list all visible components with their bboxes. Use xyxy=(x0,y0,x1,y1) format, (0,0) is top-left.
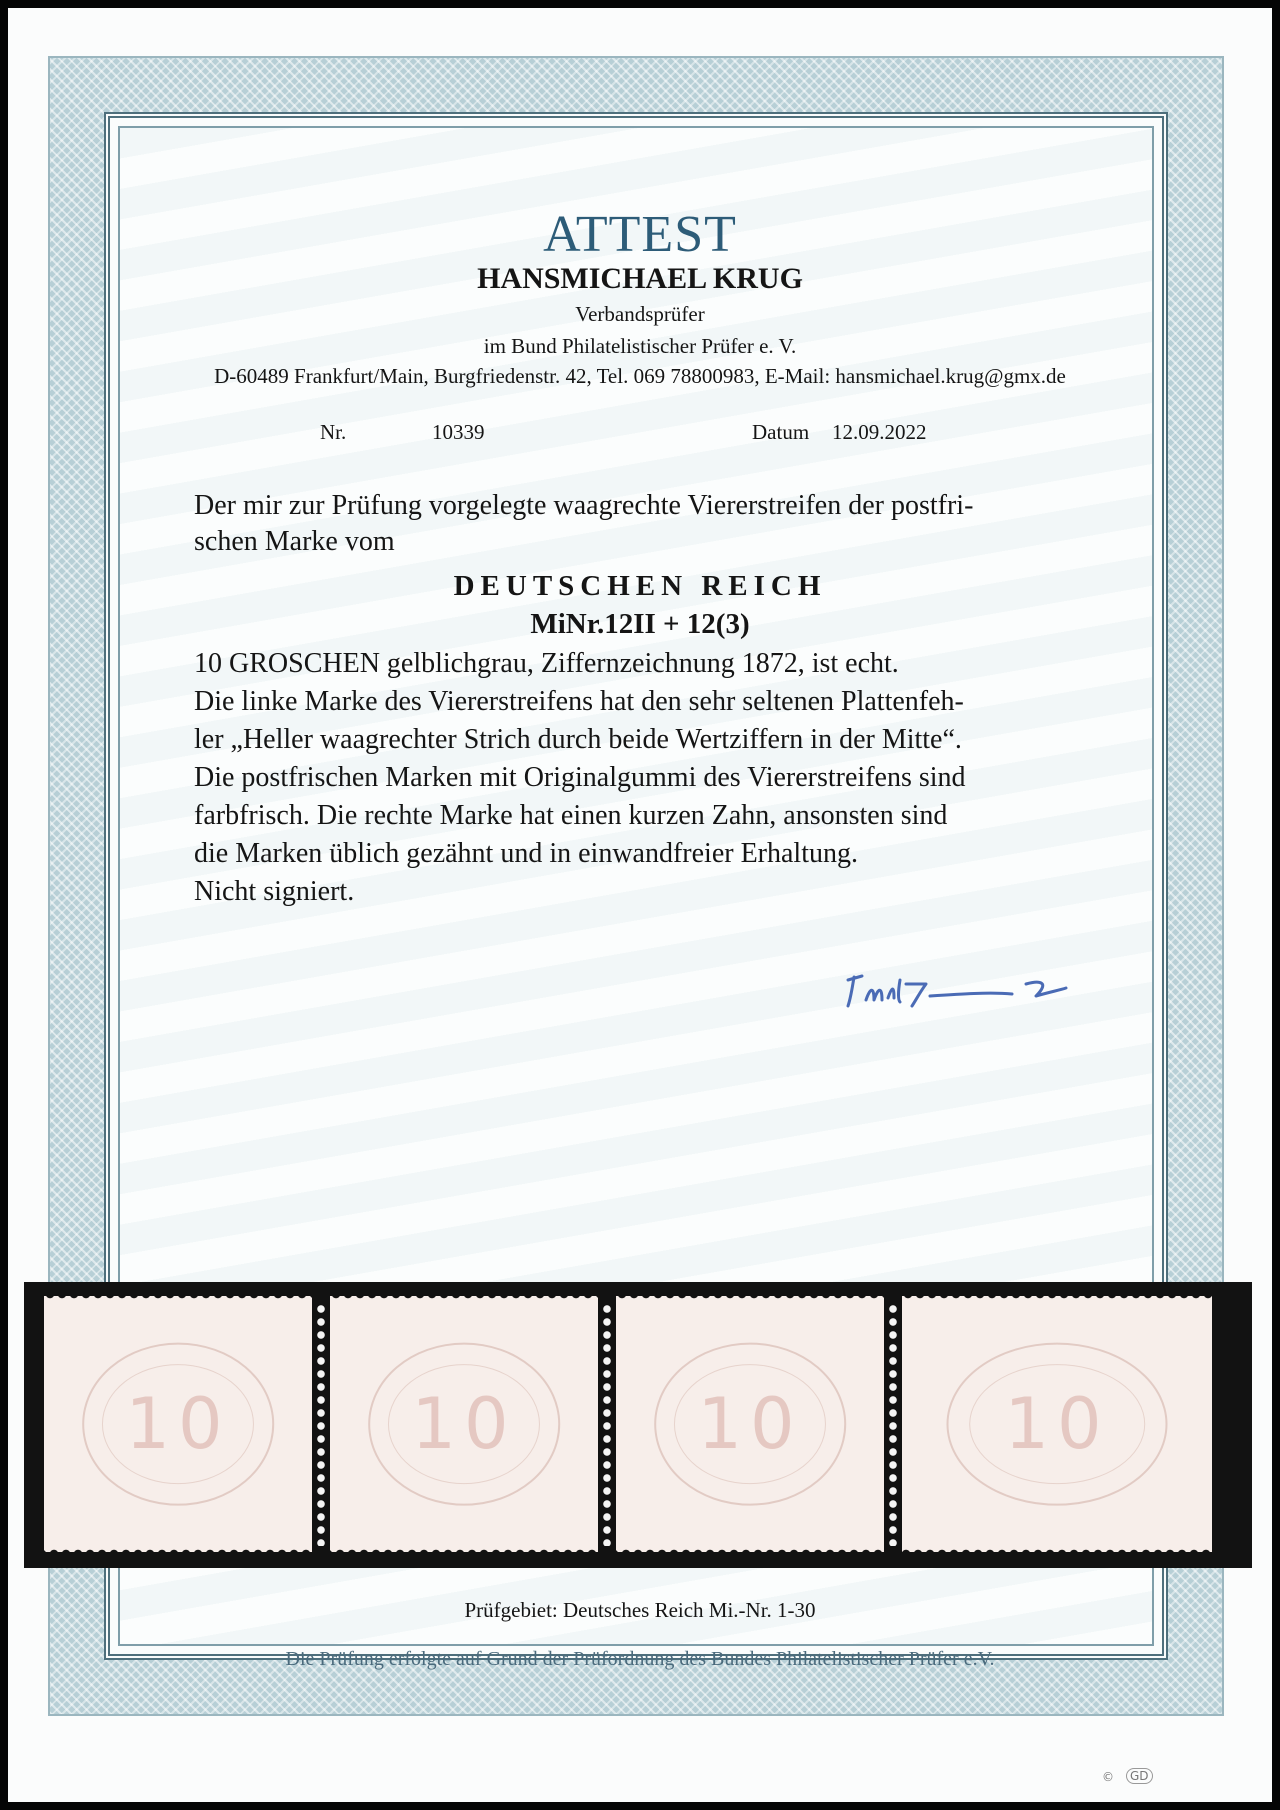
body-line: Die postfrischen Marken mit Originalgummi des Viererstreifens sind xyxy=(194,762,966,793)
perforation xyxy=(888,1304,898,1546)
copyright-icon: © xyxy=(1102,1770,1114,1784)
stamp-value: 10 xyxy=(697,1383,803,1465)
stamp-value: 10 xyxy=(1004,1383,1110,1465)
examination-regulation: Die Prüfung erfolgte auf Grund der Prüfordnung des Bundes Philatelistischer Prüfer e.V. xyxy=(285,1648,995,1670)
body-line: 10 GROSCHEN gelblichgrau, Ziffernzeichnung 1872, ist echt. xyxy=(194,648,899,679)
catalog-number: MiNr.12II + 12(3) xyxy=(530,608,750,640)
examiner-role: Verbandsprüfer xyxy=(575,302,705,326)
body-line: die Marken üblich gezähnt und in einwandfreier Erhaltung. xyxy=(194,838,858,869)
examiner-address: D-60489 Frankfurt/Main, Burgfriedenstr. 42, Tel. 069 78800983, E-Mail: hansmichael.krug@gmx.de xyxy=(214,364,1066,388)
examination-territory: Prüfgebiet: Deutsches Reich Mi.-Nr. 1-30 xyxy=(464,1598,816,1622)
intro-line: schen Marke vom xyxy=(194,526,395,557)
stamp-3 xyxy=(616,1296,884,1552)
certificate-date-label: Datum xyxy=(752,420,810,444)
body-line: Nicht signiert. xyxy=(194,876,355,907)
examiner-name: HANSMICHAEL KRUG xyxy=(477,262,803,295)
certificate-date: 12.09.2022 xyxy=(832,420,927,444)
certificate-number: 10339 xyxy=(432,420,485,444)
perforation xyxy=(602,1304,612,1546)
intro-line: Der mir zur Prüfung vorgelegte waagrechte Viererstreifen der postfri- xyxy=(194,490,974,521)
stamp-strip xyxy=(24,1282,1252,1568)
examiner-signature xyxy=(840,940,1110,1020)
stamp-4 xyxy=(902,1296,1212,1552)
body-line: farbfrisch. Die rechte Marke hat einen kurzen Zahn, ansonsten sind xyxy=(194,800,948,831)
body-line: Die linke Marke des Viererstreifens hat den sehr seltenen Plattenfeh- xyxy=(194,686,964,717)
country-heading: DEUTSCHEN REICH xyxy=(453,570,827,602)
perforation xyxy=(316,1304,326,1546)
stamp-value: 10 xyxy=(411,1383,517,1465)
examiner-organization: im Bund Philatelistischer Prüfer e. V. xyxy=(483,334,797,358)
stamp-1 xyxy=(44,1296,312,1552)
body-line: ler „Heller waagrechter Strich durch beide Wertziffern in der Mitte“. xyxy=(194,724,962,755)
stamp-value: 10 xyxy=(125,1383,231,1465)
logo-mark: GD xyxy=(1126,1768,1153,1784)
certificate-number-label: Nr. xyxy=(320,420,347,444)
certificate-title: ATTEST xyxy=(543,206,737,263)
stamp-2 xyxy=(330,1296,598,1552)
